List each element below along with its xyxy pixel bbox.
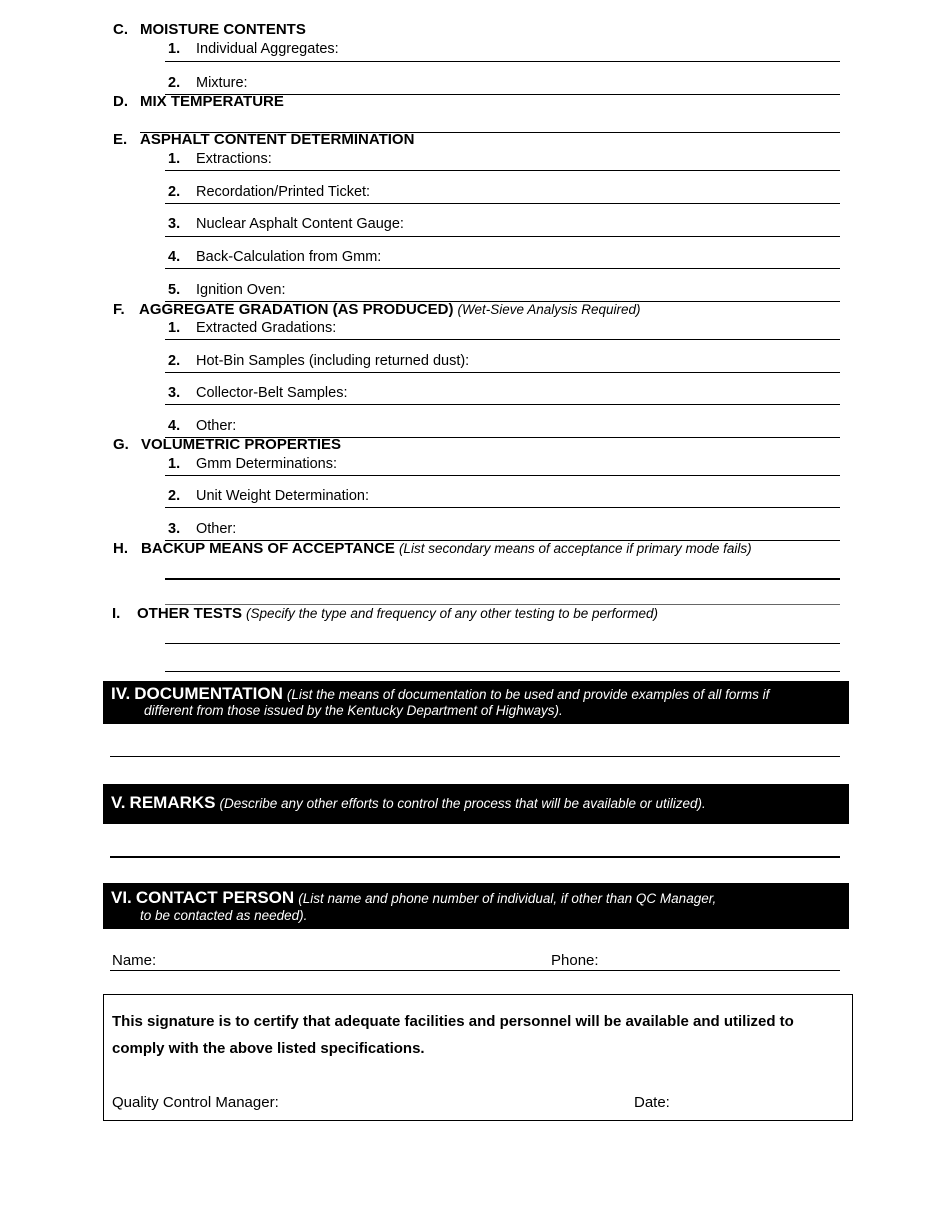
item-f4-num: 4. [168,418,181,434]
date-label: Date: [634,1094,670,1111]
item-e2-num: 2. [168,184,181,200]
qc-manager-label: Quality Control Manager: [112,1094,279,1111]
section-v-note: (Describe any other efforts to control the process that will be available or utilized). [219,796,706,811]
item-g3-num: 3. [168,521,181,537]
section-h-note: (List secondary means of acceptance if primary mode fails) [398,541,752,556]
remarks-field[interactable] [110,856,840,858]
qc-manager-signature-field[interactable] [290,1095,610,1119]
item-c2-label: Mixture: [196,75,248,91]
item-f2-label: Hot-Bin Samples (including returned dust): [196,353,470,369]
item-g3-label: Other: [196,521,237,537]
section-c-letter: C. [113,21,128,38]
section-i-note: (Specify the type and frequency of any other testing to be performed) [246,606,659,621]
section-h-field-1[interactable] [165,578,840,580]
section-e-letter: E. [113,131,128,148]
certification-line-1: This signature is to certify that adequate facilities and personnel will be available and utilized to [112,1013,794,1030]
section-f-title: AGGREGATE GRADATION (AS PRODUCED) [139,301,454,318]
item-g1-label: Gmm Determinations: [196,456,338,472]
item-c1-label: Individual Aggregates: [196,41,339,57]
item-f1-label: Extracted Gradations: [196,320,337,336]
item-f1-field[interactable] [165,339,840,340]
section-iv-note-2: different from those issued by the Kentucky Department of Highways). [144,703,563,718]
section-vi-note-2: to be contacted as needed). [140,908,308,923]
section-h-letter: H. [113,540,128,557]
date-field[interactable] [675,1095,845,1119]
section-iv-number: IV. [111,684,131,703]
contact-phone-field[interactable] [550,970,840,971]
item-f2-num: 2. [168,353,181,369]
item-e2-field[interactable] [165,203,840,204]
section-i-field-2[interactable] [165,671,840,672]
item-e3-label: Nuclear Asphalt Content Gauge: [196,216,404,232]
contact-phone-label: Phone: [551,952,599,969]
section-i-letter: I. [112,605,121,622]
section-vi-number: VI. [111,888,132,907]
certification-line-2: comply with the above listed specifications. [112,1040,425,1057]
section-e-title: ASPHALT CONTENT DETERMINATION [140,131,415,148]
item-f2-field[interactable] [165,372,840,373]
item-f3-label: Collector-Belt Samples: [196,385,348,401]
item-e4-label: Back-Calculation from Gmm: [196,249,382,265]
item-g2-num: 2. [168,488,181,504]
item-e3-field[interactable] [165,236,840,237]
section-g-title: VOLUMETRIC PROPERTIES [141,436,342,453]
section-i-title: OTHER TESTS [137,605,243,622]
section-c-title: MOISTURE CONTENTS [140,21,306,38]
item-e5-label: Ignition Oven: [196,282,286,298]
item-g1-field[interactable] [165,475,840,476]
section-vi-note-1: (List name and phone number of individual, if other than QC Manager, [298,891,717,906]
section-v-number: V. [111,793,126,812]
item-e2-label: Recordation/Printed Ticket: [196,184,371,200]
item-e1-field[interactable] [165,170,840,171]
section-d-title: MIX TEMPERATURE [140,93,284,110]
section-v-title: REMARKS [129,793,216,812]
section-vi-title: CONTACT PERSON [135,888,295,907]
section-vi-header [103,883,849,929]
section-iv-header [103,681,849,724]
section-f-letter: F. [113,301,125,318]
section-d-letter: D. [113,93,128,110]
item-e4-num: 4. [168,249,181,265]
item-g1-num: 1. [168,456,181,472]
item-g2-label: Unit Weight Determination: [196,488,370,504]
section-iv-title: DOCUMENTATION [134,684,283,703]
section-iv-note-1: (List the means of documentation to be used and provide examples of all forms if [286,687,770,702]
item-c1-field[interactable] [165,61,840,62]
item-f4-label: Other: [196,418,237,434]
item-e4-field[interactable] [165,268,840,269]
item-c2-num: 2. [168,75,181,91]
item-f3-field[interactable] [165,404,840,405]
item-e5-num: 5. [168,282,181,298]
item-e1-num: 1. [168,151,181,167]
section-f-note: (Wet-Sieve Analysis Required) [457,302,641,317]
item-g2-field[interactable] [165,507,840,508]
item-e3-num: 3. [168,216,181,232]
section-v-header [103,784,849,824]
documentation-field[interactable] [110,756,840,757]
section-g-letter: G. [113,436,129,453]
item-f1-num: 1. [168,320,181,336]
section-h-title: BACKUP MEANS OF ACCEPTANCE [141,540,395,557]
contact-name-label: Name: [112,952,157,969]
item-c1-num: 1. [168,41,181,57]
item-e1-label: Extractions: [196,151,272,167]
section-i-field-1[interactable] [165,643,840,644]
contact-name-field[interactable] [110,970,550,971]
item-f3-num: 3. [168,385,181,401]
